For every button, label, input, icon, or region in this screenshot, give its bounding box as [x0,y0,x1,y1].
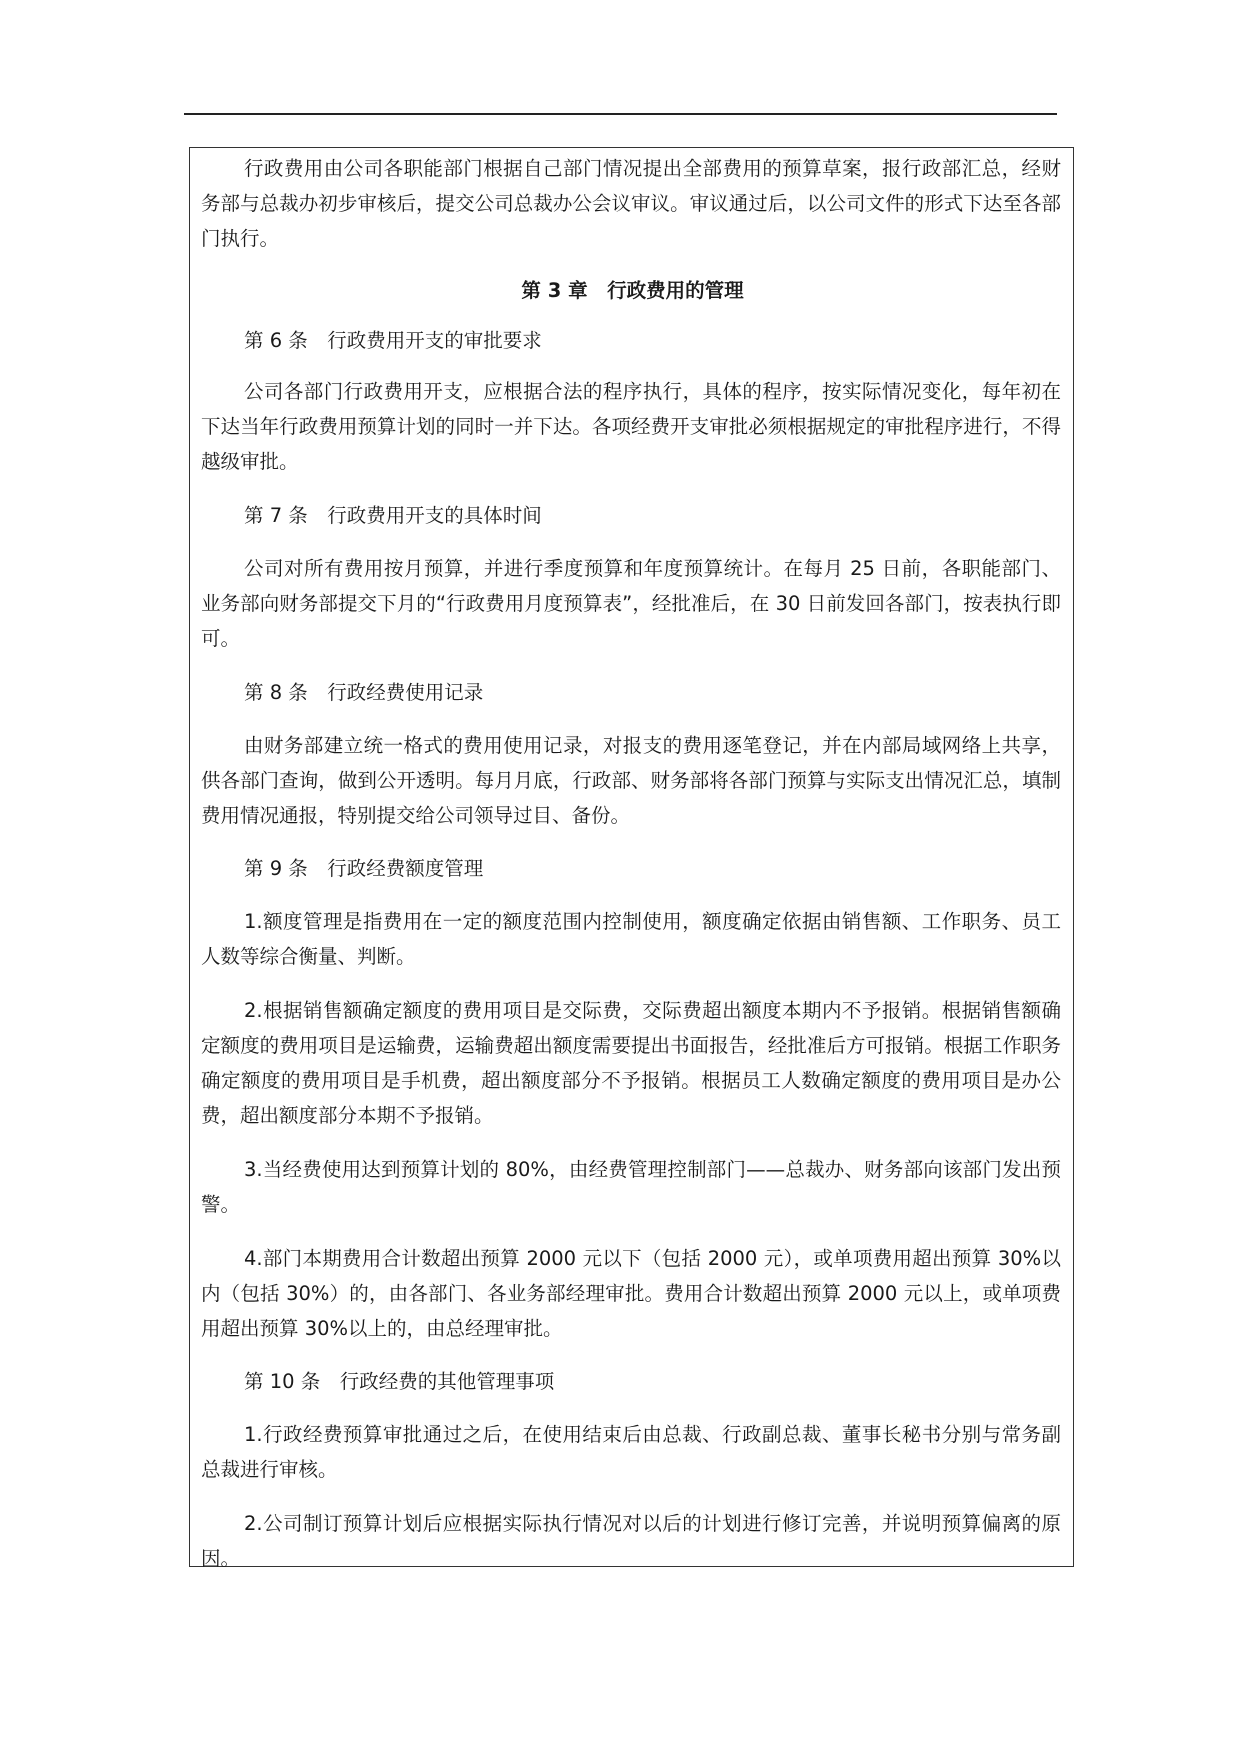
article-6-paragraph-1: 公司各部门行政费用开支，应根据合法的程序执行，具体的程序，按实际情况变化，每年初在下达当年行政费用预算计划的同时一并下达。各项经费开支审批必须根据规定的审批程序进行，不得越级审批。 [201,380,1061,473]
header-rule [184,113,1057,115]
content-box [189,147,1074,1570]
article-10-heading: 第 10 条 行政经费的其他管理事项 [244,1370,555,1393]
article-7-heading: 第 7 条 行政费用开支的具体时间 [244,504,542,527]
article-8-heading: 第 8 条 行政经费使用记录 [244,681,484,704]
article-9-heading: 第 9 条 行政经费额度管理 [244,857,484,880]
article-6-heading: 第 6 条 行政费用开支的审批要求 [244,329,542,352]
article-10-paragraph-2: 2.公司制订预算计划后应根据实际执行情况对以后的计划进行修订完善，并说明预算偏离的原因。 [201,1512,1061,1570]
article-9-paragraph-1: 1.额度管理是指费用在一定的额度范围内控制使用，额度确定依据由销售额、工作职务、员工人数等综合衡量、判断。 [201,910,1061,968]
intro-paragraph: 行政费用由公司各职能部门根据自己部门情况提出全部费用的预算草案，报行政部汇总，经财务部与总裁办初步审核后，提交公司总裁办公会议审议。审议通过后，以公司文件的形式下达至各部门执行。 [201,157,1061,250]
article-9-paragraph-2: 2.根据销售额确定额度的费用项目是交际费，交际费超出额度本期内不予报销。根据销售额确定额度的费用项目是运输费，运输费超出额度需要提出书面报告，经批准后方可报销。根据工作职务确定额度的费用项目是手机费，超出额度部分不予报销。根据员工人数确定额度的费用项目是办公费，超出额度部分本期不予报销。 [201,999,1061,1127]
article-9-paragraph-3: 3.当经费使用达到预算计划的 80%，由经费管理控制部门——总裁办、财务部向该部门发出预警。 [201,1158,1061,1216]
article-9-paragraph-4: 4.部门本期费用合计数超出预算 2000 元以下（包括 2000 元），或单项费用超出预算 30%以内（包括 30%）的，由各部门、各业务部经理审批。费用合计数超出预算 2000 元以上，或单项费用超出预算 30%以上的，由总经理审批。 [201,1247,1061,1340]
article-8-paragraph-1: 由财务部建立统一格式的费用使用记录，对报支的费用逐笔登记，并在内部局域网络上共享，供各部门查询，做到公开透明。每月月底，行政部、财务部将各部门预算与实际支出情况汇总，填制费用情况通报，特别提交给公司领导过目、备份。 [201,734,1061,827]
chapter-heading: 第 3 章 行政费用的管理 [521,279,744,302]
article-10-paragraph-1: 1.行政经费预算审批通过之后，在使用结束后由总裁、行政副总裁、董事长秘书分别与常务副总裁进行审核。 [201,1423,1061,1481]
article-7-paragraph-1: 公司对所有费用按月预算，并进行季度预算和年度预算统计。在每月 25 日前，各职能部门、业务部向财务部提交下月的“行政费用月度预算表”，经批准后，在 30 日前发回各部门，按表执行即可。 [201,557,1061,650]
